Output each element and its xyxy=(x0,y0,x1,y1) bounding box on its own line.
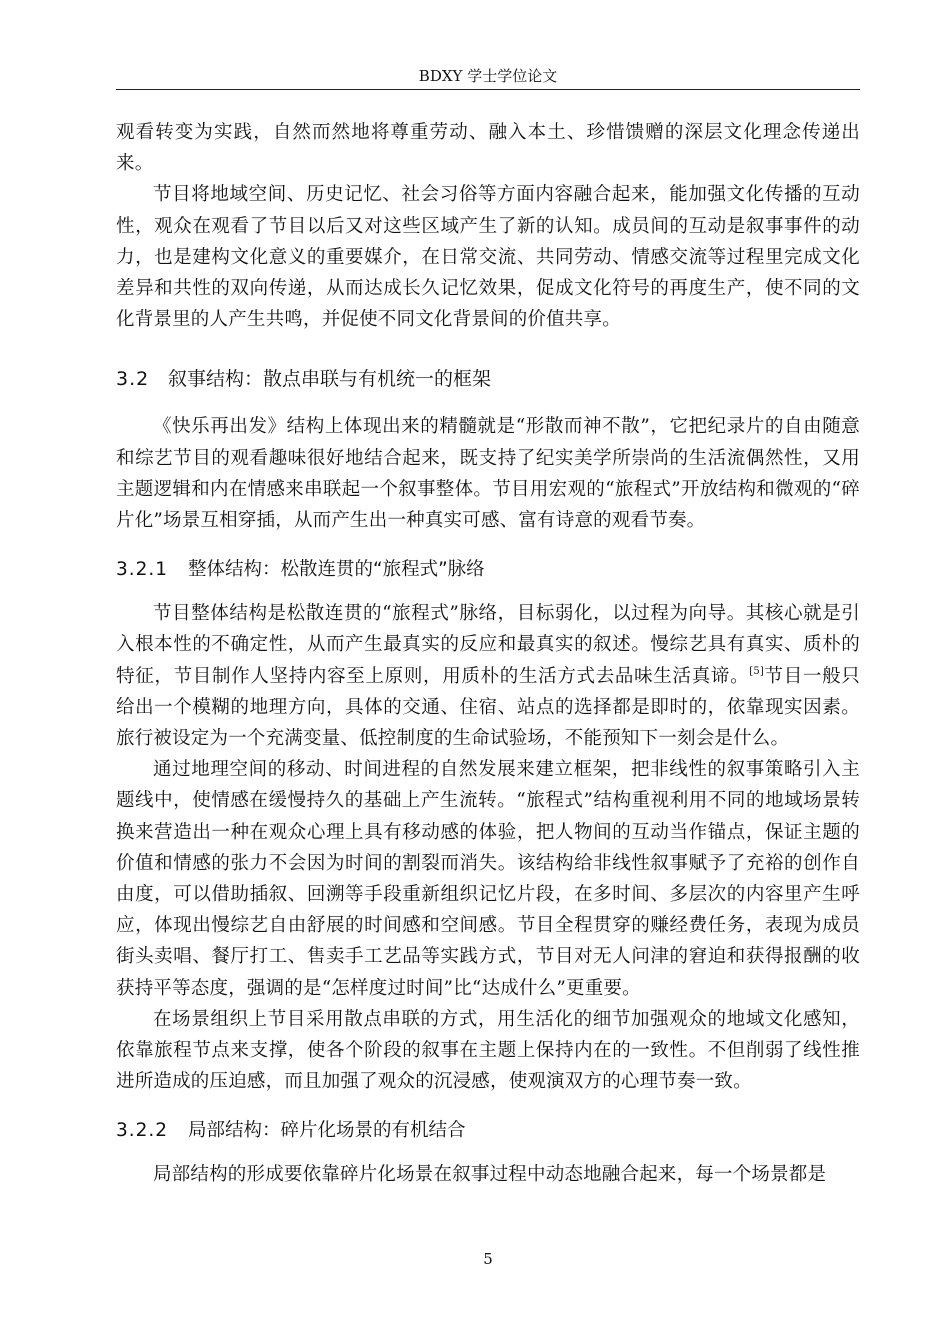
header-rule xyxy=(116,89,860,90)
section-number: 3.2 xyxy=(116,368,150,391)
paragraph: 观看转变为实践，自然而然地将尊重劳动、融入本土、珍惜馈赠的深层文化理念传递出来。 xyxy=(116,122,860,175)
subsection-number: 3.2.1 xyxy=(116,559,169,581)
paragraph: 局部结构的形成要依靠碎片化场景在叙事过程中动态地融合起来，每一个场景都是 xyxy=(153,1164,827,1186)
page-body xyxy=(116,117,860,1191)
section-title: 叙事结构：散点串联与有机统一的框架 xyxy=(168,368,492,391)
subsection-heading-3-2-2 xyxy=(116,1115,860,1147)
subsection-title: 局部结构：碎片化场景的有机结合 xyxy=(188,1120,466,1142)
running-header: BDXY 学士学位论文 xyxy=(418,67,558,85)
subsection-number: 3.2.2 xyxy=(116,1120,169,1142)
subsection-heading-3-2-1 xyxy=(116,554,860,586)
paragraph-text: 节目一般只给出一个模糊的地理方向，具体的交通、住宿、站点的选择都是即时的，依靠现实因素。旅行被设定为一个充满变量、低控制度的生命试验场，不能预知下一刻会是什么。 xyxy=(116,665,860,750)
paragraph: 通过地理空间的移动、时间进程的自然发展来建立框架，把非线性的叙事策略引入主题线中，使情感在缓慢持久的基础上产生流转。“旅程式”结构重视利用不同的地域场景转换来营造出一种在观众心理上具有移动感的体验，把人物间的互动当作锚点，保证主题的价值和情感的张力不会因为时间的割裂而消失。该结构给非线性叙事赋予了充裕的创作自由度，可以借助插叙、回溯等手段重新组织记忆片段，在多时间、多层次的内容里产生呼应，体现出慢综艺自由舒展的时间感和空间感。节目全程贯穿的赚经费任务，表现为成员街头卖唱、餐厅打工、售卖手工艺品等实践方式，节目对无人问津的窘迫和获得报酬的收获持平等态度，强调的是“怎样度过时间”比“达成什么”更重要。 xyxy=(116,759,860,999)
page-number: 5 xyxy=(483,1250,493,1268)
paragraph: 《快乐再出发》结构上体现出来的精髓就是“形散而神不散”，它把纪录片的自由随意和综艺节目的观看趣味很好地结合起来，既支持了纪实美学所崇尚的生活流偶然性，又用主题逻辑和内在情感来串联起一个叙事整体。节目用宏观的“旅程式”开放结构和微观的“碎片化”场景互相穿插，从而产生出一种真实可感、富有诗意的观看节奏。 xyxy=(116,416,860,532)
paragraph xyxy=(116,598,860,754)
paragraph-text: 节目整体结构是松散连贯的“旅程式”脉络，目标弱化，以过程为向导。其核心就是引入根本性的不确定性，从而产生最真实的反应和最真实的叙述。慢综艺具有真实、质朴的特征，节目制作人坚持内容至上原则，用质朴的生活方式去品味生活真谛。 xyxy=(116,603,860,687)
paragraph: 节目将地域空间、历史记忆、社会习俗等方面内容融合起来，能加强文化传播的互动性，观众在观看了节目以后又对这些区域产生了新的认知。成员间的互动是叙事事件的动力，也是建构文化意义的重要媒介，在日常交流、共同劳动、情感交流等过程里完成文化差异和共性的双向传递，从而达成长久记忆效果，促成文化符号的再度生产，使不同的文化背景里的人产生共鸣，并促使不同文化背景间的价值共享。 xyxy=(116,184,860,331)
paragraph: 在场景组织上节目采用散点串联的方式，用生活化的细节加强观众的地域文化感知，依靠旅程节点来支撑，使各个阶段的叙事在主题上保持内在的一致性。不但削弱了线性推进所造成的压迫感，而且加强了观众的沉浸感，使观演双方的心理节奏一致。 xyxy=(116,1008,860,1093)
citation: [5] xyxy=(749,665,765,677)
section-heading-3-2 xyxy=(116,363,860,395)
subsection-title: 整体结构：松散连贯的“旅程式”脉络 xyxy=(188,559,485,581)
